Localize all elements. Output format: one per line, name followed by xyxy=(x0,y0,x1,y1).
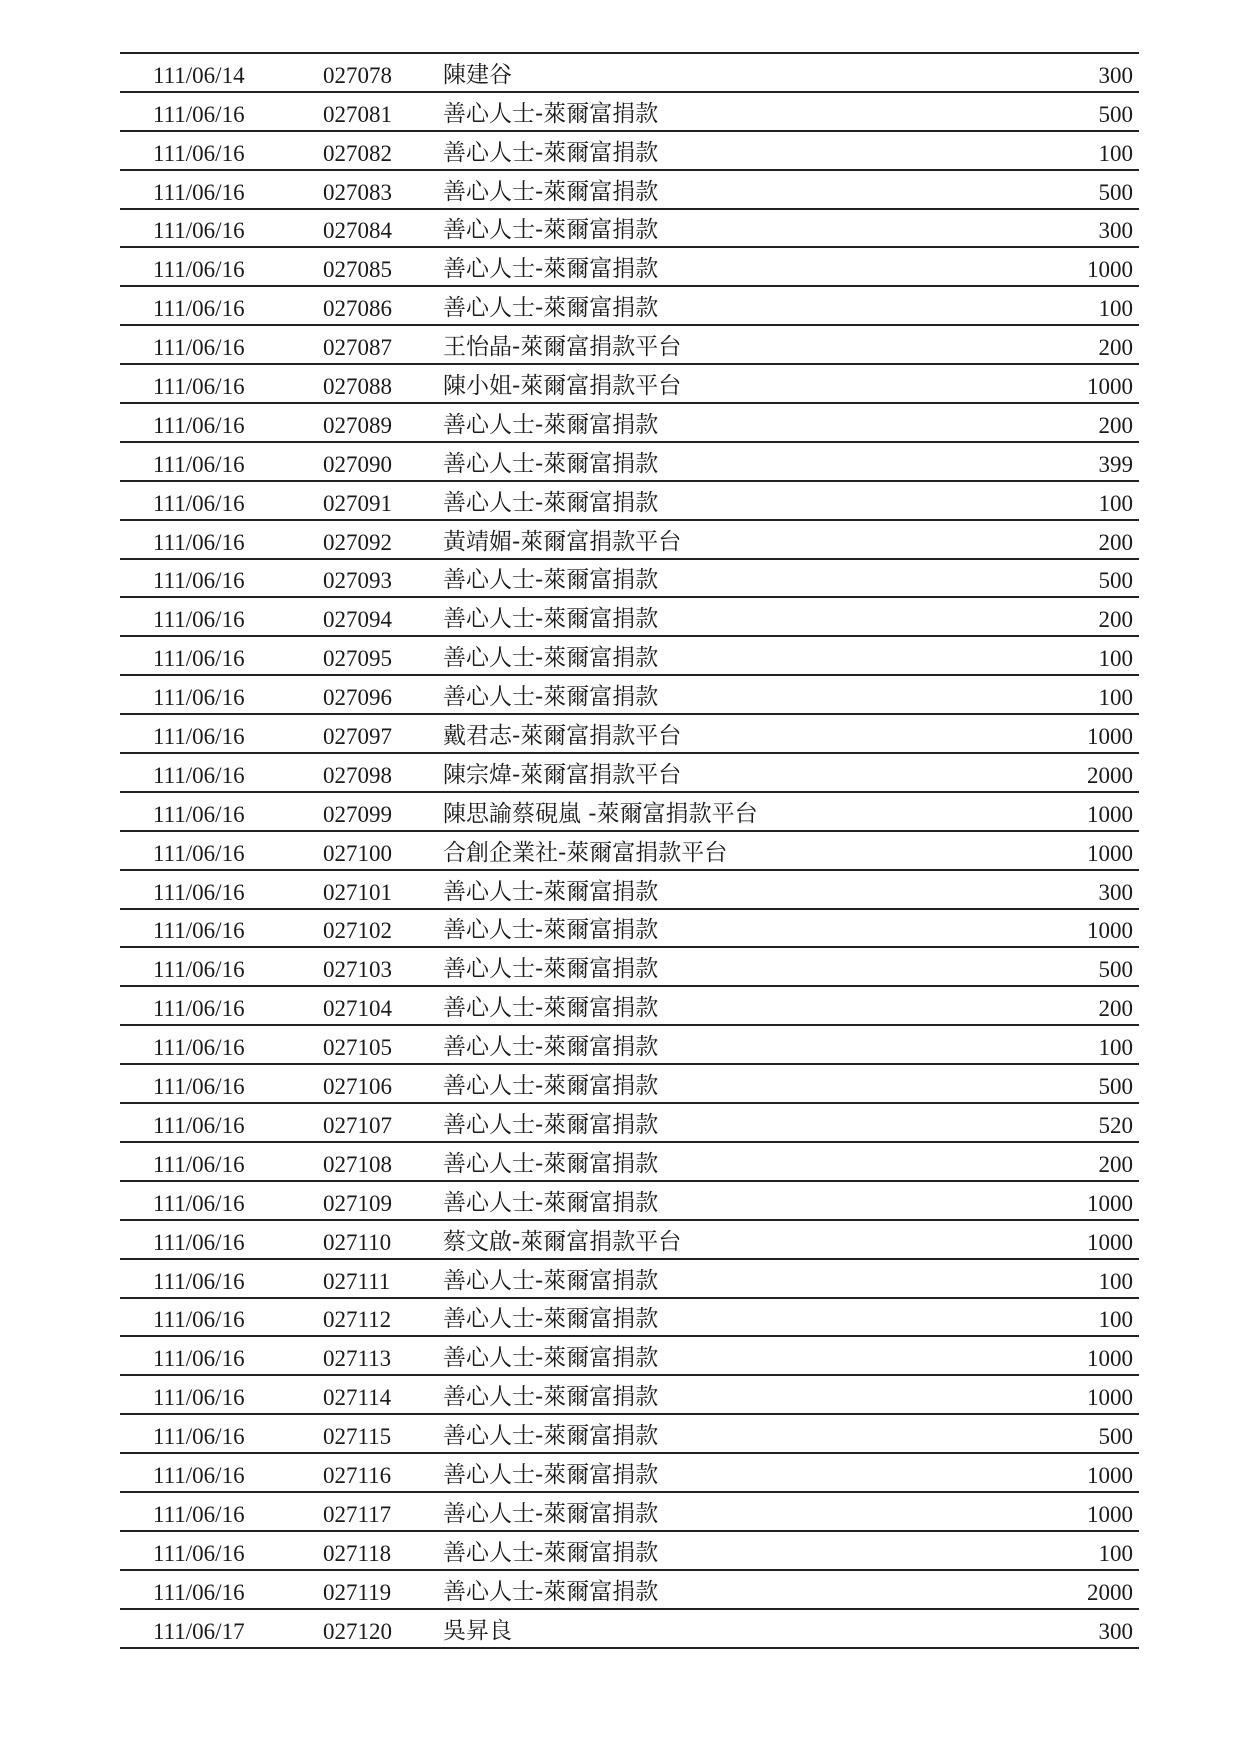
receipt-number-cell: 027115 xyxy=(323,1414,443,1453)
receipt-number-cell: 027118 xyxy=(323,1531,443,1570)
donor-name-cell: 戴君志-萊爾富捐款平台 xyxy=(443,714,963,753)
amount-cell: 1000 xyxy=(963,792,1139,831)
donor-name-cell: 善心人士-萊爾富捐款 xyxy=(443,131,963,170)
amount-cell: 1000 xyxy=(963,1492,1139,1531)
date-cell: 111/06/16 xyxy=(120,1220,323,1259)
receipt-number-cell: 027107 xyxy=(323,1103,443,1142)
amount-cell: 2000 xyxy=(963,1570,1139,1609)
amount-cell: 100 xyxy=(963,131,1139,170)
amount-cell: 1000 xyxy=(963,1453,1139,1492)
amount-cell: 200 xyxy=(963,403,1139,442)
amount-cell: 2000 xyxy=(963,753,1139,792)
table-row xyxy=(120,481,1139,520)
table-row xyxy=(120,1181,1139,1220)
receipt-number-cell: 027094 xyxy=(323,597,443,636)
receipt-number-cell: 027085 xyxy=(323,247,443,286)
table-row xyxy=(120,1220,1139,1259)
table-row xyxy=(120,1336,1139,1375)
date-cell: 111/06/16 xyxy=(120,403,323,442)
donor-name-cell: 善心人士-萊爾富捐款 xyxy=(443,442,963,481)
donation-table-body xyxy=(120,53,1139,1648)
donor-name-cell: 善心人士-萊爾富捐款 xyxy=(443,1025,963,1064)
amount-cell: 200 xyxy=(963,520,1139,559)
table-row xyxy=(120,636,1139,675)
table-row xyxy=(120,831,1139,870)
date-cell: 111/06/16 xyxy=(120,1570,323,1609)
receipt-number-cell: 027110 xyxy=(323,1220,443,1259)
donor-name-cell: 善心人士-萊爾富捐款 xyxy=(443,286,963,325)
amount-cell: 399 xyxy=(963,442,1139,481)
table-row xyxy=(120,1142,1139,1181)
date-cell: 111/06/16 xyxy=(120,247,323,286)
receipt-number-cell: 027111 xyxy=(323,1259,443,1298)
amount-cell: 1000 xyxy=(963,364,1139,403)
amount-cell: 500 xyxy=(963,947,1139,986)
table-row xyxy=(120,1570,1139,1609)
donor-name-cell: 善心人士-萊爾富捐款 xyxy=(443,1259,963,1298)
table-row xyxy=(120,986,1139,1025)
date-cell: 111/06/16 xyxy=(120,1531,323,1570)
donor-name-cell: 善心人士-萊爾富捐款 xyxy=(443,1492,963,1531)
donor-name-cell: 善心人士-萊爾富捐款 xyxy=(443,481,963,520)
amount-cell: 100 xyxy=(963,675,1139,714)
table-row xyxy=(120,1259,1139,1298)
date-cell: 111/06/16 xyxy=(120,325,323,364)
amount-cell: 1000 xyxy=(963,247,1139,286)
receipt-number-cell: 027108 xyxy=(323,1142,443,1181)
table-row xyxy=(120,559,1139,598)
receipt-number-cell: 027090 xyxy=(323,442,443,481)
amount-cell: 100 xyxy=(963,286,1139,325)
date-cell: 111/06/16 xyxy=(120,831,323,870)
table-row xyxy=(120,131,1139,170)
donation-table xyxy=(120,52,1139,1649)
date-cell: 111/06/16 xyxy=(120,1336,323,1375)
amount-cell: 300 xyxy=(963,1609,1139,1648)
donor-name-cell: 陳建谷 xyxy=(443,53,963,92)
amount-cell: 300 xyxy=(963,209,1139,248)
table-row xyxy=(120,1103,1139,1142)
receipt-number-cell: 027106 xyxy=(323,1064,443,1103)
amount-cell: 300 xyxy=(963,53,1139,92)
table-row xyxy=(120,1414,1139,1453)
donor-name-cell: 善心人士-萊爾富捐款 xyxy=(443,947,963,986)
table-row xyxy=(120,53,1139,92)
receipt-number-cell: 027117 xyxy=(323,1492,443,1531)
donor-name-cell: 善心人士-萊爾富捐款 xyxy=(443,170,963,209)
table-row xyxy=(120,675,1139,714)
donor-name-cell: 善心人士-萊爾富捐款 xyxy=(443,1298,963,1337)
table-row xyxy=(120,1492,1139,1531)
date-cell: 111/06/16 xyxy=(120,481,323,520)
date-cell: 111/06/16 xyxy=(120,947,323,986)
receipt-number-cell: 027109 xyxy=(323,1181,443,1220)
amount-cell: 1000 xyxy=(963,714,1139,753)
receipt-number-cell: 027098 xyxy=(323,753,443,792)
date-cell: 111/06/16 xyxy=(120,1375,323,1414)
date-cell: 111/06/16 xyxy=(120,1492,323,1531)
donor-name-cell: 合創企業社-萊爾富捐款平台 xyxy=(443,831,963,870)
table-row xyxy=(120,753,1139,792)
receipt-number-cell: 027119 xyxy=(323,1570,443,1609)
receipt-number-cell: 027105 xyxy=(323,1025,443,1064)
receipt-number-cell: 027116 xyxy=(323,1453,443,1492)
receipt-number-cell: 027112 xyxy=(323,1298,443,1337)
donor-name-cell: 善心人士-萊爾富捐款 xyxy=(443,1453,963,1492)
date-cell: 111/06/16 xyxy=(120,1453,323,1492)
table-row xyxy=(120,209,1139,248)
donor-name-cell: 善心人士-萊爾富捐款 xyxy=(443,909,963,948)
date-cell: 111/06/16 xyxy=(120,520,323,559)
date-cell: 111/06/16 xyxy=(120,986,323,1025)
date-cell: 111/06/14 xyxy=(120,53,323,92)
date-cell: 111/06/16 xyxy=(120,170,323,209)
donor-name-cell: 善心人士-萊爾富捐款 xyxy=(443,870,963,909)
date-cell: 111/06/16 xyxy=(120,286,323,325)
table-row xyxy=(120,1025,1139,1064)
table-row xyxy=(120,286,1139,325)
amount-cell: 500 xyxy=(963,1064,1139,1103)
receipt-number-cell: 027086 xyxy=(323,286,443,325)
amount-cell: 500 xyxy=(963,1414,1139,1453)
donor-name-cell: 善心人士-萊爾富捐款 xyxy=(443,1064,963,1103)
donor-name-cell: 善心人士-萊爾富捐款 xyxy=(443,1531,963,1570)
amount-cell: 100 xyxy=(963,1025,1139,1064)
amount-cell: 1000 xyxy=(963,1220,1139,1259)
table-row xyxy=(120,714,1139,753)
receipt-number-cell: 027095 xyxy=(323,636,443,675)
table-row xyxy=(120,170,1139,209)
table-row xyxy=(120,597,1139,636)
date-cell: 111/06/16 xyxy=(120,1025,323,1064)
amount-cell: 100 xyxy=(963,1531,1139,1570)
amount-cell: 1000 xyxy=(963,1375,1139,1414)
donor-name-cell: 善心人士-萊爾富捐款 xyxy=(443,209,963,248)
receipt-number-cell: 027120 xyxy=(323,1609,443,1648)
donor-name-cell: 善心人士-萊爾富捐款 xyxy=(443,1336,963,1375)
donor-name-cell: 陳小姐-萊爾富捐款平台 xyxy=(443,364,963,403)
table-row xyxy=(120,403,1139,442)
donor-name-cell: 善心人士-萊爾富捐款 xyxy=(443,247,963,286)
date-cell: 111/06/16 xyxy=(120,1414,323,1453)
amount-cell: 200 xyxy=(963,986,1139,1025)
amount-cell: 520 xyxy=(963,1103,1139,1142)
date-cell: 111/06/16 xyxy=(120,364,323,403)
receipt-number-cell: 027078 xyxy=(323,53,443,92)
donor-name-cell: 善心人士-萊爾富捐款 xyxy=(443,675,963,714)
table-row xyxy=(120,947,1139,986)
receipt-number-cell: 027097 xyxy=(323,714,443,753)
date-cell: 111/06/16 xyxy=(120,1103,323,1142)
receipt-number-cell: 027114 xyxy=(323,1375,443,1414)
receipt-number-cell: 027102 xyxy=(323,909,443,948)
receipt-number-cell: 027101 xyxy=(323,870,443,909)
receipt-number-cell: 027103 xyxy=(323,947,443,986)
date-cell: 111/06/16 xyxy=(120,1181,323,1220)
amount-cell: 200 xyxy=(963,325,1139,364)
receipt-number-cell: 027091 xyxy=(323,481,443,520)
donor-name-cell: 陳思諭蔡硯嵐 -萊爾富捐款平台 xyxy=(443,792,963,831)
table-row xyxy=(120,364,1139,403)
donor-name-cell: 蔡文啟-萊爾富捐款平台 xyxy=(443,1220,963,1259)
receipt-number-cell: 027099 xyxy=(323,792,443,831)
receipt-number-cell: 027104 xyxy=(323,986,443,1025)
donor-name-cell: 善心人士-萊爾富捐款 xyxy=(443,1181,963,1220)
table-row xyxy=(120,1375,1139,1414)
date-cell: 111/06/16 xyxy=(120,209,323,248)
donor-name-cell: 善心人士-萊爾富捐款 xyxy=(443,597,963,636)
date-cell: 111/06/16 xyxy=(120,597,323,636)
receipt-number-cell: 027113 xyxy=(323,1336,443,1375)
table-row xyxy=(120,909,1139,948)
donor-name-cell: 善心人士-萊爾富捐款 xyxy=(443,1375,963,1414)
donor-name-cell: 善心人士-萊爾富捐款 xyxy=(443,1570,963,1609)
date-cell: 111/06/16 xyxy=(120,753,323,792)
table-row xyxy=(120,1609,1139,1648)
table-row xyxy=(120,325,1139,364)
date-cell: 111/06/16 xyxy=(120,131,323,170)
date-cell: 111/06/16 xyxy=(120,1064,323,1103)
receipt-number-cell: 027100 xyxy=(323,831,443,870)
amount-cell: 1000 xyxy=(963,909,1139,948)
donor-name-cell: 善心人士-萊爾富捐款 xyxy=(443,1103,963,1142)
date-cell: 111/06/16 xyxy=(120,792,323,831)
table-row xyxy=(120,870,1139,909)
amount-cell: 100 xyxy=(963,1298,1139,1337)
amount-cell: 100 xyxy=(963,1259,1139,1298)
receipt-number-cell: 027087 xyxy=(323,325,443,364)
amount-cell: 200 xyxy=(963,597,1139,636)
amount-cell: 500 xyxy=(963,170,1139,209)
table-row xyxy=(120,520,1139,559)
table-row xyxy=(120,1064,1139,1103)
donor-name-cell: 善心人士-萊爾富捐款 xyxy=(443,559,963,598)
date-cell: 111/06/16 xyxy=(120,1298,323,1337)
amount-cell: 1000 xyxy=(963,1336,1139,1375)
amount-cell: 300 xyxy=(963,870,1139,909)
amount-cell: 500 xyxy=(963,92,1139,131)
receipt-number-cell: 027081 xyxy=(323,92,443,131)
amount-cell: 100 xyxy=(963,636,1139,675)
amount-cell: 1000 xyxy=(963,831,1139,870)
receipt-number-cell: 027084 xyxy=(323,209,443,248)
receipt-number-cell: 027096 xyxy=(323,675,443,714)
receipt-number-cell: 027093 xyxy=(323,559,443,598)
amount-cell: 200 xyxy=(963,1142,1139,1181)
donor-name-cell: 黃靖媚-萊爾富捐款平台 xyxy=(443,520,963,559)
date-cell: 111/06/16 xyxy=(120,559,323,598)
table-row xyxy=(120,92,1139,131)
date-cell: 111/06/16 xyxy=(120,1142,323,1181)
donor-name-cell: 善心人士-萊爾富捐款 xyxy=(443,1414,963,1453)
receipt-number-cell: 027088 xyxy=(323,364,443,403)
receipt-number-cell: 027083 xyxy=(323,170,443,209)
table-row xyxy=(120,1453,1139,1492)
donor-name-cell: 善心人士-萊爾富捐款 xyxy=(443,1142,963,1181)
date-cell: 111/06/16 xyxy=(120,92,323,131)
donor-name-cell: 善心人士-萊爾富捐款 xyxy=(443,986,963,1025)
date-cell: 111/06/16 xyxy=(120,1259,323,1298)
date-cell: 111/06/16 xyxy=(120,870,323,909)
donor-name-cell: 善心人士-萊爾富捐款 xyxy=(443,92,963,131)
receipt-number-cell: 027082 xyxy=(323,131,443,170)
receipt-number-cell: 027092 xyxy=(323,520,443,559)
donor-name-cell: 陳宗煒-萊爾富捐款平台 xyxy=(443,753,963,792)
table-row xyxy=(120,1298,1139,1337)
amount-cell: 500 xyxy=(963,559,1139,598)
table-row xyxy=(120,1531,1139,1570)
donor-name-cell: 王怡晶-萊爾富捐款平台 xyxy=(443,325,963,364)
table-row xyxy=(120,442,1139,481)
receipt-number-cell: 027089 xyxy=(323,403,443,442)
amount-cell: 100 xyxy=(963,481,1139,520)
amount-cell: 1000 xyxy=(963,1181,1139,1220)
date-cell: 111/06/17 xyxy=(120,1609,323,1648)
table-row xyxy=(120,247,1139,286)
donor-name-cell: 善心人士-萊爾富捐款 xyxy=(443,403,963,442)
table-row xyxy=(120,792,1139,831)
donor-name-cell: 吳昇良 xyxy=(443,1609,963,1648)
date-cell: 111/06/16 xyxy=(120,714,323,753)
date-cell: 111/06/16 xyxy=(120,442,323,481)
date-cell: 111/06/16 xyxy=(120,675,323,714)
date-cell: 111/06/16 xyxy=(120,636,323,675)
donor-name-cell: 善心人士-萊爾富捐款 xyxy=(443,636,963,675)
date-cell: 111/06/16 xyxy=(120,909,323,948)
